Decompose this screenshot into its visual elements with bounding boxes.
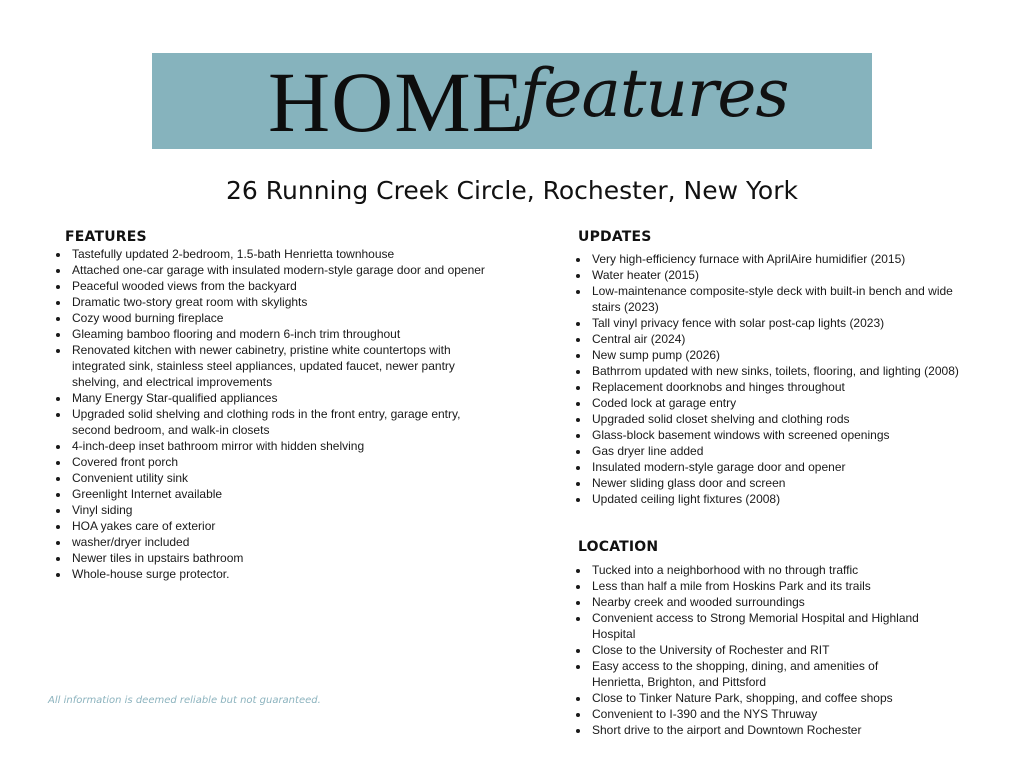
disclaimer-note: All information is deemed reliable but not guaranteed. xyxy=(48,695,321,706)
feature-item: • Dramatic two-story great room with skylights xyxy=(70,294,490,310)
feature-item: • washer/dryer included xyxy=(70,534,490,550)
update-item: • Insulated modern-style garage door and opener xyxy=(590,459,970,475)
feature-item: • Renovated kitchen with newer cabinetry, pristine white countertops with integrated sink, stainless steel appliances, updated faucet, newer pantry shelving, and electrical improvements xyxy=(70,342,490,390)
location-item: • Convenient access to Strong Memorial Hospital and Highland Hospital xyxy=(590,610,930,642)
feature-item: • Attached one-car garage with insulated modern-style garage door and opener xyxy=(70,262,490,278)
feature-item: • Greenlight Internet available xyxy=(70,486,490,502)
location-item: • Tucked into a neighborhood with no through traffic xyxy=(590,562,930,578)
update-item: • Glass-block basement windows with screened openings xyxy=(590,427,970,443)
update-item: • Bathrrom updated with new sinks, toilets, flooring, and lighting (2008) xyxy=(590,363,970,379)
update-item: • Coded lock at garage entry xyxy=(590,395,970,411)
feature-item: • Newer tiles in upstairs bathroom xyxy=(70,550,490,566)
feature-item: • Whole-house surge protector. xyxy=(70,566,490,582)
location-heading: LOCATION xyxy=(578,539,659,555)
feature-item: • Vinyl siding xyxy=(70,502,490,518)
feature-item: • Upgraded solid shelving and clothing rods in the front entry, garage entry, second bedroom, and walk-in closets xyxy=(70,406,490,438)
features-list xyxy=(54,246,490,582)
update-item: • Updated ceiling light fixtures (2008) xyxy=(590,491,970,507)
location-list xyxy=(574,562,930,738)
page-title-home: HOME xyxy=(268,54,526,150)
feature-item: • Gleaming bamboo flooring and modern 6-inch trim throughout xyxy=(70,326,490,342)
update-item: • Replacement doorknobs and hinges throughout xyxy=(590,379,970,395)
location-item: • Easy access to the shopping, dining, and amenities of Henrietta, Brighton, and Pittsford xyxy=(590,658,930,690)
updates-list xyxy=(574,251,970,507)
update-item: • Tall vinyl privacy fence with solar post-cap lights (2023) xyxy=(590,315,970,331)
feature-item: • Tastefully updated 2-bedroom, 1.5-bath Henrietta townhouse xyxy=(70,246,490,262)
feature-item: • Covered front porch xyxy=(70,454,490,470)
update-item: • Very high-efficiency furnace with AprilAire humidifier (2015) xyxy=(590,251,970,267)
page-title-script: features xyxy=(520,55,789,132)
feature-item: • Peaceful wooded views from the backyard xyxy=(70,278,490,294)
location-item: • Nearby creek and wooded surroundings xyxy=(590,594,930,610)
update-item: • Central air (2024) xyxy=(590,331,970,347)
feature-item: • Cozy wood burning fireplace xyxy=(70,310,490,326)
update-item: • Newer sliding glass door and screen xyxy=(590,475,970,491)
update-item: • Low-maintenance composite-style deck with built-in bench and wide stairs (2023) xyxy=(590,283,970,315)
feature-item: • Many Energy Star-qualified appliances xyxy=(70,390,490,406)
feature-item: • 4-inch-deep inset bathroom mirror with hidden shelving xyxy=(70,438,490,454)
location-item: • Close to Tinker Nature Park, shopping, and coffee shops xyxy=(590,690,930,706)
update-item: • Water heater (2015) xyxy=(590,267,970,283)
property-address: 26 Running Creek Circle, Rochester, New York xyxy=(226,176,798,205)
location-item: • Convenient to I-390 and the NYS Thruway xyxy=(590,706,930,722)
update-item: • New sump pump (2026) xyxy=(590,347,970,363)
feature-item: • HOA yakes care of exterior xyxy=(70,518,490,534)
location-item: • Short drive to the airport and Downtown Rochester xyxy=(590,722,930,738)
location-item: • Close to the University of Rochester and RIT xyxy=(590,642,930,658)
location-item: • Less than half a mile from Hoskins Park and its trails xyxy=(590,578,930,594)
feature-item: • Convenient utility sink xyxy=(70,470,490,486)
updates-heading: UPDATES xyxy=(578,229,652,245)
features-heading: FEATURES xyxy=(65,229,147,245)
update-item: • Upgraded solid closet shelving and clothing rods xyxy=(590,411,970,427)
update-item: • Gas dryer line added xyxy=(590,443,970,459)
